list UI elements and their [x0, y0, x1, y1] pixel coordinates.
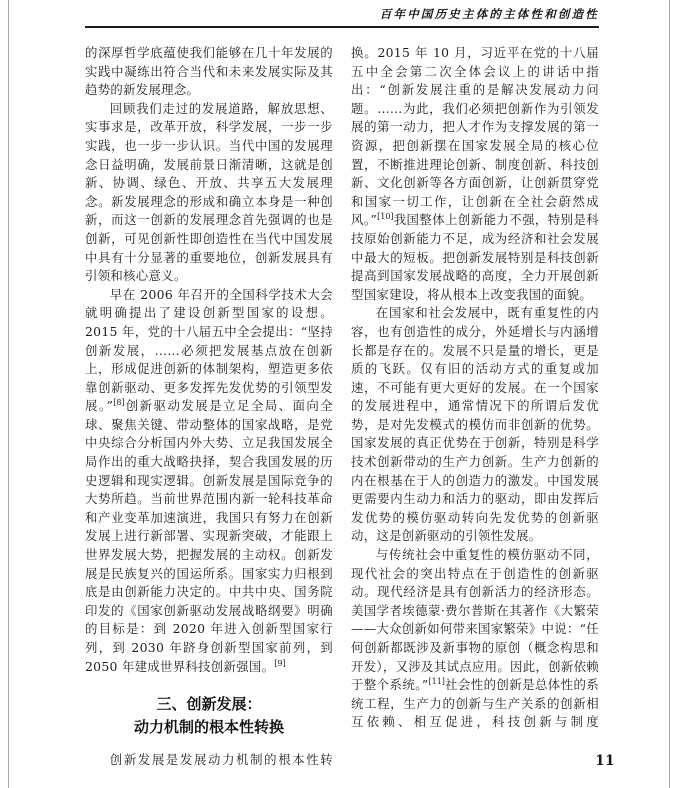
citation-marker: [10]: [377, 212, 394, 222]
citation-marker: [11]: [428, 677, 445, 687]
section-heading-line2: 动力机制的根本性转换: [133, 718, 284, 737]
running-head-title: 百年中国历史主体的主体性和创造性: [379, 7, 599, 21]
right-column-text: [351, 44, 599, 732]
body-paragraph: 在国家和社会发展中，既有重复性的内容，也有创造性的成分，外延增长与内涵增长都是存在的。发展不只是量的增长，更是质的飞跃。仅有旧的活动方式的重复或加速，不可能有更大更好的发展。在一个国家的发展进程中，通常情况下的所谓后发优势，是对先发模式的模仿而非创新的优势。国家发展的真正优势在于创新，特别是科学技术创新带动的生产力创新。生产力创新的内在根基在于人的创造力的激发。中国发展更需要内生动力和活力的驱动，即由发挥后发优势的模仿驱动转向先发优势的创新驱动，这是创新驱动的引领性发展。: [351, 305, 599, 544]
body-paragraph: 创新发展是发展动力机制的根本性转: [109, 752, 333, 768]
header-rule: [85, 26, 599, 28]
right-column: [351, 44, 599, 770]
body-paragraph: 的深厚哲学底蕴使我们能够在几十年发展的实践中凝练出符合当代和未来发展实际及其趋势的新发展理念。: [85, 45, 333, 98]
left-column-text: [85, 44, 333, 676]
page-number: 11: [595, 753, 615, 769]
body-paragraph: 回顾我们走过的发展道路，解放思想、实事求是，改革开放，科学发展，一步一步实践，也一步一步认识。当代中国的发展理念日益明确，发展前景日渐清晰，这就是创新、协调、绿色、开放、共享五大发展理念。新发展理念的形成和确立本身是一种创新，而这一创新的发展理念首先强调的也是创新，可见创新性即创造性在当代中国发展中具有十分显著的重要地位，创新发展具有引领和核心意义。: [85, 100, 333, 284]
section-heading-line1: 三、创新发展：: [156, 695, 262, 714]
body-paragraph: 换。2015 年 10 月，习近平在党的十八届五中全会第二次全体会议上的讲话中指出：“创新发展注重的是解决发展动力问题。……为此，我们必须把创新作为引领发展的第一动力，把人才作为支撑发展的第一资源，把创新摆在国家发展全局的核心位置，不断推进理论创新、制度创新、科技创新、文化创新等各方面创新，让创新贯穿党和国家一切工作，让创新在全社会蔚然成风。”[10]我国整体上创新能力不强，特别是科技原始创新能力不足，成为经济和社会发展中最大的短板。把创新发展特别是科技创新提高到国家发展战略的高度，全力开展创新型国家建设，将从根本上改变我国的面貌。: [351, 45, 599, 302]
page-right-edge-rule: [669, 0, 670, 788]
citation-marker: [8]: [113, 398, 125, 408]
page-body: [85, 44, 599, 770]
page-left-edge-rule: [8, 0, 9, 788]
body-paragraph: 与传统社会中重复性的模仿驱动不同，现代社会的突出特点在于创造性的创新驱动。现代经济是具有创新活力的经济形态。美国学者埃德蒙·费尔普斯在其著作《大繁荣——大众创新如何带来国家繁荣》中说：“任何创新都既涉及新事物的原创（概念构思和开发），又涉及其试点应用。因此，创新依赖于整个系统。”[11]社会性的创新是总体性的系统工程，生产力的创新与生产关系的创新相互依赖、相互促进，科技创新与制度: [351, 547, 599, 730]
left-column: [85, 44, 333, 770]
citation-marker: [9]: [274, 658, 286, 668]
section-heading: [85, 693, 333, 739]
body-paragraph: 早在 2006 年召开的全国科学技术大会就明确提出了建设创新型国家的设想。2015 年，党的十八届五中全会提出：“坚持创新发展，……必须把发展基点放在创新上，形成促进创新的体制架构，塑造更多依靠创新驱动、更多发挥先发优势的引领型发展。”[8]创新驱动发展是立足全局、面向全球、聚焦关键、带动整体的国家战略，是党中央综合分析国内外大势、立足我国发展全局作出的重大战略抉择，契合我国发展的历史逻辑和现实逻辑。创新发展是国际竞争的大势所趋。当前世界范围内新一轮科技革命和产业变革加速演进，我国只有努力在创新发展上进行新部署、实现新突破，才能跟上世界发展大势，把握发展的主动权。创新发展是民族复兴的国运所系。国家实力归根到底是由创新能力决定的。中共中央、国务院印发的《国家创新驱动发展战略纲要》明确的目标是：到 2020 年进入创新型国家行列，到 2030 年跻身创新型国家前列，到 2050 年建成世界科技创新强国。[9]: [85, 286, 333, 674]
